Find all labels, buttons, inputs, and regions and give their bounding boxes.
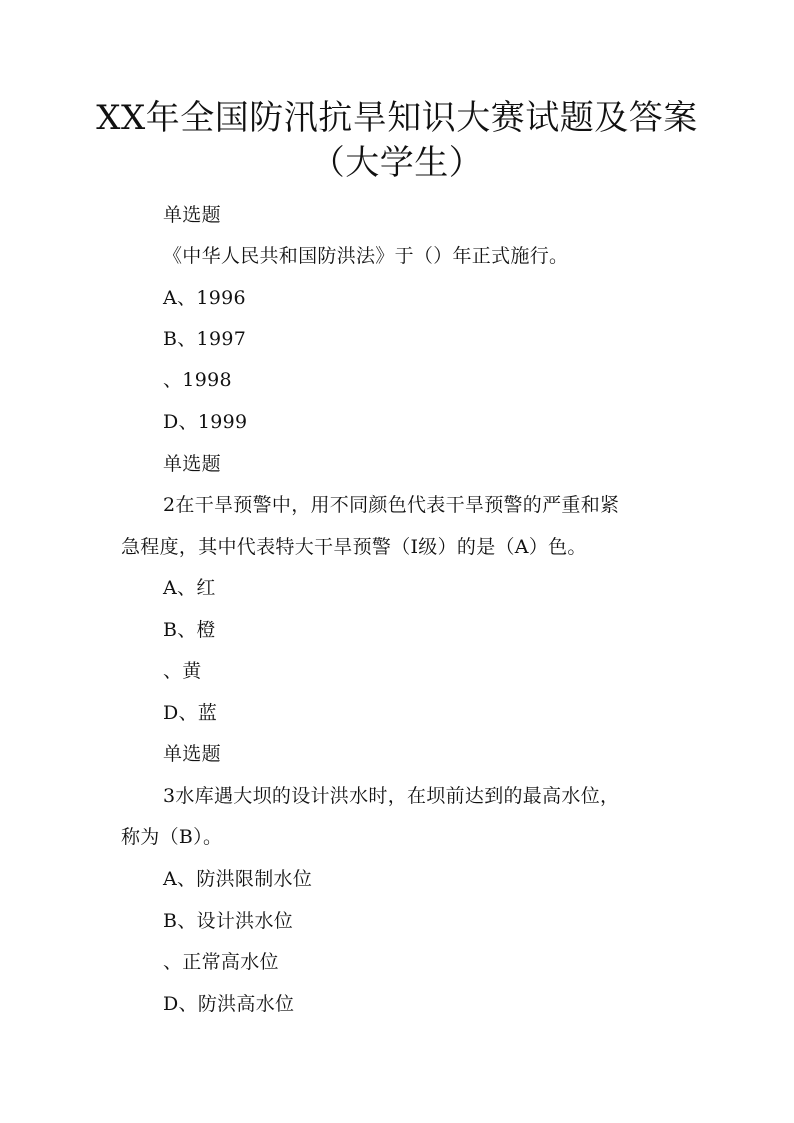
question-3-text-line2: 称为（B）。 [121, 826, 223, 848]
question-3-option-c: 、正常高水位 [163, 951, 279, 973]
question-1-option-d: D、1999 [163, 411, 248, 433]
question-1-text: 《中华人民共和国防洪法》于（）年正式施行。 [163, 245, 569, 267]
section-heading-2: 单选题 [163, 453, 221, 475]
question-2-option-b: B、橙 [163, 619, 216, 641]
question-3-option-d: D、防洪高水位 [163, 993, 295, 1015]
question-1-option-c: 、1998 [163, 369, 232, 391]
document-subtitle: （大学生） [310, 143, 484, 183]
question-1-option-b: B、1997 [163, 328, 247, 350]
question-1-option-a: A、1996 [163, 287, 246, 309]
document-title: XX年全国防汛抗旱知识大赛试题及答案 [96, 98, 698, 138]
question-3-text-line1: 3水库遇大坝的设计洪水时，在坝前达到的最高水位， [163, 785, 620, 807]
section-heading-3: 单选题 [163, 743, 221, 765]
question-2-option-d: D、蓝 [163, 702, 218, 724]
question-2-text-line1: 2在干旱预警中，用不同颜色代表干旱预警的严重和紧 [163, 494, 620, 516]
question-3-option-a: A、防洪限制水位 [163, 868, 313, 890]
question-2-option-c: 、黄 [163, 660, 202, 682]
question-2-option-a: A、红 [163, 577, 216, 599]
question-3-option-b: B、设计洪水位 [163, 910, 294, 932]
question-2-text-line2: 急程度，其中代表特大干旱预警（Ⅰ级）的是（A）色。 [121, 536, 587, 558]
section-heading-1: 单选题 [163, 204, 221, 226]
